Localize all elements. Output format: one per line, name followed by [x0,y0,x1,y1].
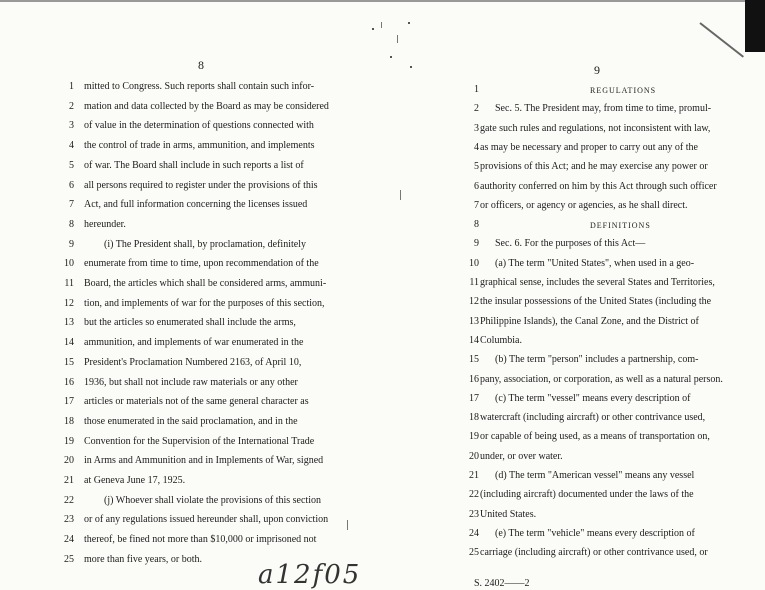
text-line: provisions of this Act; and he may exercise any power or [480,161,708,173]
text-line: or officers, or agency or agencies, as he shall direct. [480,199,688,211]
text-line: articles or materials not of the same general character as [84,396,309,408]
text-line: more than five years, or both. [84,553,203,565]
handwritten-note: a12f05 [258,560,362,590]
line-number: 10 [64,258,74,270]
text-line: of war. The Board shall include in such reports a list of [84,159,304,171]
line-number: 4 [474,141,479,153]
text-line: President's Proclamation Numbered 2163, of April 10, [84,356,302,368]
line-number: 24 [469,527,479,539]
gutter-mark [397,35,398,43]
line-number: 10 [469,257,479,269]
line-number: 15 [469,354,479,366]
line-number: 23 [469,508,479,520]
gutter-mark [400,190,401,200]
text-line: Philippine Islands), the Canal Zone, and the District of [480,315,699,327]
line-number: 13 [64,317,74,329]
line-number: 5 [69,159,74,171]
line-number: 16 [64,376,74,388]
line-number: 11 [469,277,479,288]
line-number: 4 [69,140,74,152]
scan-corner-shadow [745,0,765,52]
line-number: 7 [474,199,479,211]
line-number: 21 [64,475,74,486]
text-line: as may be necessary and proper to carry out any of the [480,141,698,153]
line-number: 16 [469,373,479,385]
text-line: all persons required to register under the provisions of this [84,179,318,191]
text-line: or of any regulations issued hereunder shall, upon conviction [84,514,329,526]
text-line: thereof, be fined not more than $10,000 or imprisoned not [84,534,317,546]
text-line: but the articles so enumerated shall include the arms, [84,317,296,329]
text-line: (a) The term "United States", when used in a geo- [495,257,695,269]
line-number: 25 [469,547,479,559]
text-line: Columbia. [480,334,522,346]
line-number: 14 [469,334,479,346]
line-number: 14 [64,337,74,349]
text-line: (d) The term "American vessel" means any vessel [495,470,695,481]
line-number: 1 [474,84,479,95]
text-line: authority conferred on him by this Act through such officer [480,180,717,192]
line-number: 6 [474,180,479,192]
line-number: 17 [469,392,479,404]
text-line: of value in the determination of questions connected with [84,120,314,132]
text-line: the insular possessions of the United States (including the [480,296,712,308]
text-line: graphical sense, includes the several States and Territories, [480,277,715,288]
line-number: 20 [64,455,74,467]
text-line: tion, and implements of war for the purposes of this section, [84,297,325,309]
gutter-mark [381,22,382,28]
line-number: 11 [64,278,74,289]
text-line: mation and data collected by the Board as may be considered [84,100,329,112]
text-line: (c) The term "vessel" means every description of [495,392,691,404]
line-number: 18 [64,415,74,427]
line-number: 8 [69,218,74,230]
right-page [385,0,765,590]
scan-speck [372,28,374,30]
line-number: 12 [64,297,74,309]
line-number: 20 [469,450,479,462]
line-number: 5 [474,161,479,173]
text-line: (i) The President shall, by proclamation, definitely [104,238,306,250]
line-number: 3 [69,120,74,132]
line-number: 8 [474,219,479,231]
line-number: 9 [474,238,479,250]
text-line: or capable of being used, as a means of transportation on, [480,431,710,443]
bill-footer: S. 2402——2 [474,578,530,589]
text-line: Act, and full information concerning the licenses issued [84,199,308,211]
line-number: 15 [64,356,74,368]
left-page [0,0,375,590]
text-line: 1936, but shall not include raw materials or any other [84,376,298,388]
text-line: Sec. 6. For the purposes of this Act— [495,238,646,250]
line-number: 22 [64,494,74,506]
text-line: enumerate from time to time, upon recommendation of the [84,258,319,270]
line-number: 2 [69,100,74,112]
text-line: in Arms and Ammunition and in Implements of War, signed [84,455,324,467]
line-number: 9 [69,238,74,250]
text-line: Sec. 5. The President may, from time to time, promul- [495,103,712,115]
section-heading: REGULATIONS [590,86,657,95]
text-line: (e) The term "vehicle" means every description of [495,527,695,539]
scan-speck [390,56,392,58]
text-line: (including aircraft) documented under the laws of the [480,489,694,501]
line-number: 12 [469,296,479,308]
line-number: 7 [69,199,74,211]
text-line: (b) The term "person" includes a partnership, com- [495,354,699,366]
line-number: 22 [469,489,479,501]
text-line: Board, the articles which shall be considered arms, ammuni- [84,278,327,289]
scan-speck [410,66,412,68]
gutter-mark [347,520,348,530]
text-line: carriage (including aircraft) or other contrivance used, or [480,547,708,559]
page-number-right: 9 [594,63,600,77]
line-number: 13 [469,315,479,327]
text-line: under, or over water. [480,450,563,462]
line-number: 6 [69,179,74,191]
text-line: mitted to Congress. Such reports shall contain such infor- [84,81,315,92]
line-number: 18 [469,412,479,424]
text-line: watercraft (including aircraft) or other contrivance used, [480,412,706,424]
text-line: (j) Whoever shall violate the provisions of this section [104,494,321,506]
section-heading: DEFINITIONS [590,221,651,231]
text-line: hereunder. [84,218,126,230]
text-line: gate such rules and regulations, not inconsistent with law, [480,122,711,134]
line-number: 19 [469,431,479,443]
line-number: 17 [64,396,74,408]
text-line: at Geneva June 17, 1925. [84,475,186,486]
line-number: 21 [469,470,479,481]
text-line: ammunition, and implements of war enumerated in the [84,337,304,349]
line-number: 3 [474,122,479,134]
text-line: those enumerated in the said proclamation, and in the [84,415,298,427]
line-number: 19 [64,435,74,447]
text-line: pany, association, or corporation, as well as a natural person. [480,373,723,385]
line-number: 1 [69,81,74,92]
line-number: 2 [474,103,479,115]
scan-speck [408,22,410,24]
text-line: the control of trade in arms, ammunition, and implements [84,140,315,152]
page-number-left: 8 [198,58,204,72]
text-line: United States. [480,508,537,520]
text-line: Convention for the Supervision of the International Trade [84,435,315,447]
line-number: 24 [64,534,74,546]
line-number: 23 [64,514,74,526]
line-number: 25 [64,553,74,565]
